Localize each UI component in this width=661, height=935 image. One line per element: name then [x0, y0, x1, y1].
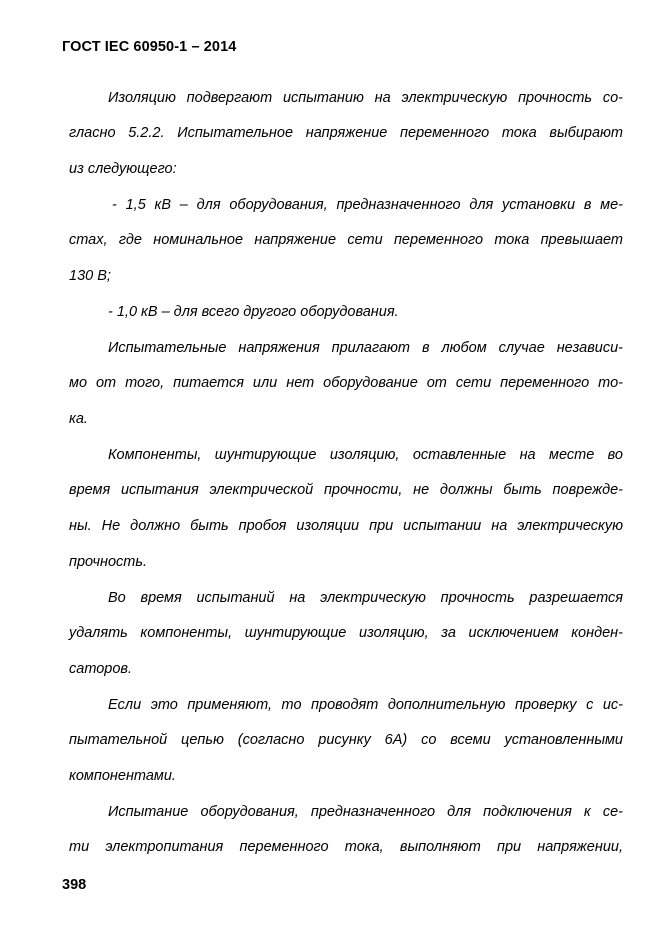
text-line-1: Изоляцию подвергают испытанию на электрическую прочность со- — [108, 90, 623, 106]
text-line-5: стах, где номинальное напряжение сети переменного тока превышает — [69, 232, 623, 248]
text-line-9: мо от того, питается или нет оборудование от сети переменного то- — [69, 375, 623, 391]
text-line-7: - 1,0 кВ – для всего другого оборудования. — [108, 304, 399, 320]
text-line-12: время испытания электрической прочности, не должны быть поврежде- — [69, 482, 623, 498]
page-number: 398 — [62, 877, 87, 893]
document-header: ГОСТ IEC 60950-1 – 2014 — [62, 39, 237, 55]
text-line-2: гласно 5.2.2. Испытательное напряжение переменного тока выбирают — [69, 125, 623, 141]
text-line-14: прочность. — [69, 554, 147, 570]
text-line-8: Испытательные напряжения прилагают в любом случае независи- — [108, 340, 623, 356]
text-line-15: Во время испытаний на электрическую прочность разрешается — [108, 590, 623, 606]
text-line-10: ка. — [69, 411, 88, 427]
text-line-11: Компоненты, шунтирующие изоляцию, оставленные на месте во — [108, 447, 623, 463]
text-line-19: пытательной цепью (согласно рисунку 6А) со всеми установленными — [69, 732, 623, 748]
text-line-16: удалять компоненты, шунтирующие изоляцию, за исключением конден- — [69, 625, 623, 641]
text-line-17: саторов. — [69, 661, 133, 677]
text-line-18: Если это применяют, то проводят дополнительную проверку с ис- — [108, 697, 623, 713]
text-line-6: 130 В; — [69, 268, 111, 284]
text-line-20: компонентами. — [69, 768, 176, 784]
text-line-3: из следующего: — [69, 161, 177, 177]
text-line-21: Испытание оборудования, предназначенного для подключения к се- — [108, 804, 623, 820]
text-line-22: ти электропитания переменного тока, выполняют при напряжении, — [69, 839, 623, 855]
text-line-13: ны. Не должно быть пробоя изоляции при испытании на электрическую — [69, 518, 623, 534]
text-line-4: - 1,5 кВ – для оборудования, предназначенного для установки в ме- — [112, 197, 623, 213]
